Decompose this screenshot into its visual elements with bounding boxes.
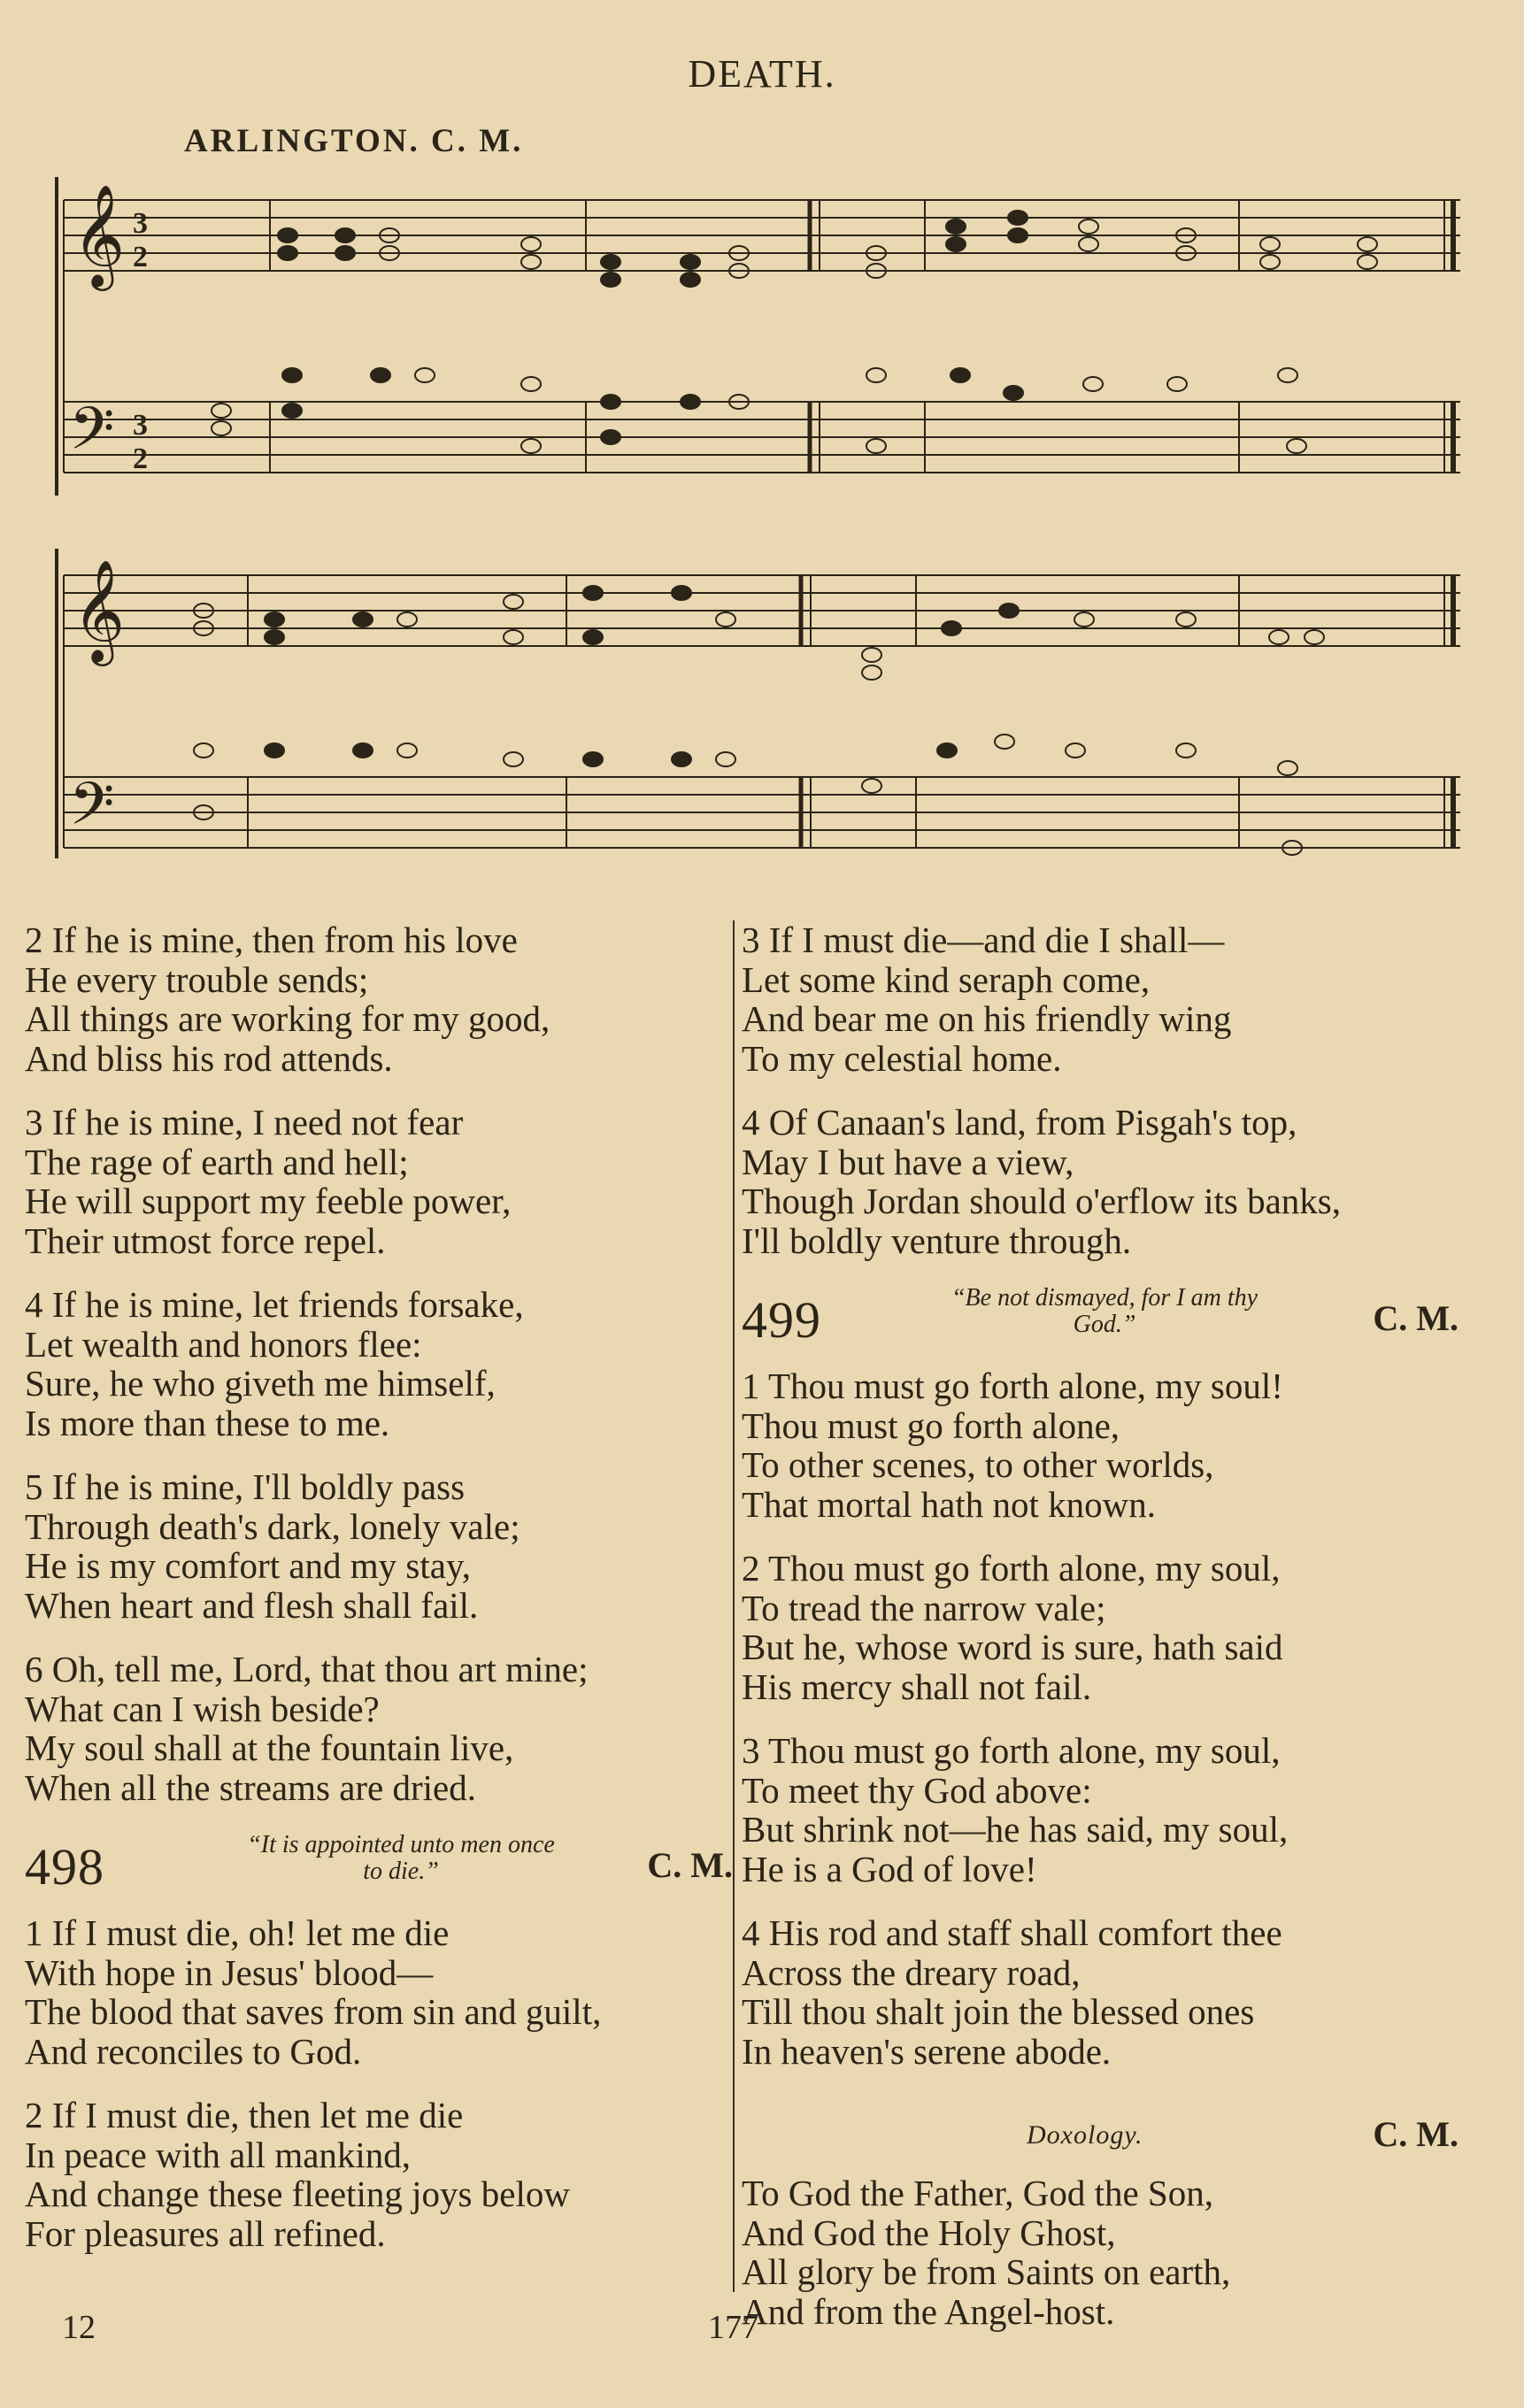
stanza: 5 If he is mine, I'll boldly pass Through death's dark, lonely vale; He is my comfort and my stay, When heart and flesh shall fail.	[25, 1466, 520, 1626]
stanza: 6 Oh, tell me, Lord, that thou art mine; What can I wish beside? My soul shall at the fountain live, When all the streams are dried.	[25, 1649, 589, 1808]
hymn-header-498	[25, 1832, 733, 1894]
stanza: 4 His rod and staff shall comfort thee Across the dreary road, Till thou shalt join the blessed ones In heaven's serene abode.	[742, 1912, 1282, 2072]
stanza: 3 If I must die—and die I shall— Let some kind seraph come, And bear me on his friendly wing To my celestial home.	[742, 919, 1232, 1079]
notes-2-treble	[194, 586, 1324, 680]
time-sig-bottom: 2	[133, 442, 148, 475]
time-sig-bottom: 2	[133, 241, 148, 273]
stanza: 2 If he is mine, then from his love He every trouble sends; All things are working for my good, And bliss his rod attends.	[25, 919, 550, 1079]
doxology-meter: C. M.	[1373, 2114, 1459, 2154]
hymn-meter: C. M.	[1373, 1298, 1459, 1338]
stanza: 1 Thou must go forth alone, my soul! Thou must go forth alone, To other scenes, to other worlds, That mortal hath not known.	[742, 1366, 1283, 1525]
stanza: 4 Of Canaan's land, from Pisgah's top, May I but have a view, Though Jordan should o'erflow its banks, I'll boldly venture through.	[742, 1102, 1341, 1261]
music-score	[0, 0, 1524, 894]
stanza: 4 If he is mine, let friends forsake, Let wealth and honors flee: Sure, he who giveth me himself, Is more than these to me.	[25, 1284, 524, 1443]
printer-signature: 12	[62, 2309, 96, 2346]
page-number: 177	[708, 2309, 758, 2346]
staff-1-bass	[64, 402, 1460, 473]
stanza: 1 If I must die, oh! let me die With hope in Jesus' blood— The blood that saves from sin and guilt, And reconciles to God.	[25, 1912, 602, 2072]
hymn-epigraph: “It is appointed unto men once to die.”	[247, 1831, 555, 1885]
staff-2-bass	[64, 777, 1460, 848]
stanza: 2 Thou must go forth alone, my soul, To tread the narrow vale; But he, whose word is sure, hath said His mercy shall not fail.	[742, 1548, 1283, 1707]
section-title: DEATH.	[688, 52, 836, 96]
hymn-epigraph: “Be not dismayed, for I am thy God.”	[951, 1284, 1258, 1338]
stanza: 3 If he is mine, I need not fear The rage of earth and hell; He will support my feeble power, Their utmost force repel.	[25, 1102, 512, 1261]
notes-1-treble	[278, 211, 1377, 287]
time-sig-top: 3	[133, 207, 148, 240]
staff-1-treble	[64, 200, 1460, 271]
hymn-number: 498	[25, 1838, 104, 1896]
tune-title: ARLINGTON. C. M.	[184, 123, 524, 159]
notes-1-bass	[212, 368, 1306, 453]
stanza: 2 If I must die, then let me die In peace with all mankind, And change these fleeting joys below For pleasures all refined.	[25, 2095, 570, 2254]
barlines-1	[64, 200, 1453, 473]
treble-clef-icon: 𝄞	[73, 183, 126, 287]
hymn-meter: C. M.	[647, 1845, 733, 1885]
stanza: 3 Thou must go forth alone, my soul, To meet thy God above: But shrink not—he has said, my soul, He is a God of love!	[742, 1730, 1289, 1889]
right-column	[742, 920, 1467, 2356]
doxology-header	[742, 2106, 1467, 2159]
hymn-number: 499	[742, 1291, 821, 1349]
bass-clef-icon: 𝄢	[69, 395, 115, 477]
bass-clef-icon: 𝄢	[69, 770, 115, 852]
system-2	[57, 549, 1460, 858]
treble-clef-icon: 𝄞	[73, 558, 126, 662]
column-divider	[733, 920, 735, 2292]
doxology-label: Doxology.	[1027, 2120, 1143, 2150]
time-sig-top: 3	[133, 409, 148, 442]
hymn-header-499	[742, 1285, 1467, 1347]
doxology-text: To God the Father, God the Son, And God the Holy Ghost, All glory be from Saints on earth, And from the Angel-host.	[742, 2173, 1231, 2332]
left-column	[25, 920, 733, 2278]
system-1	[57, 177, 1460, 496]
